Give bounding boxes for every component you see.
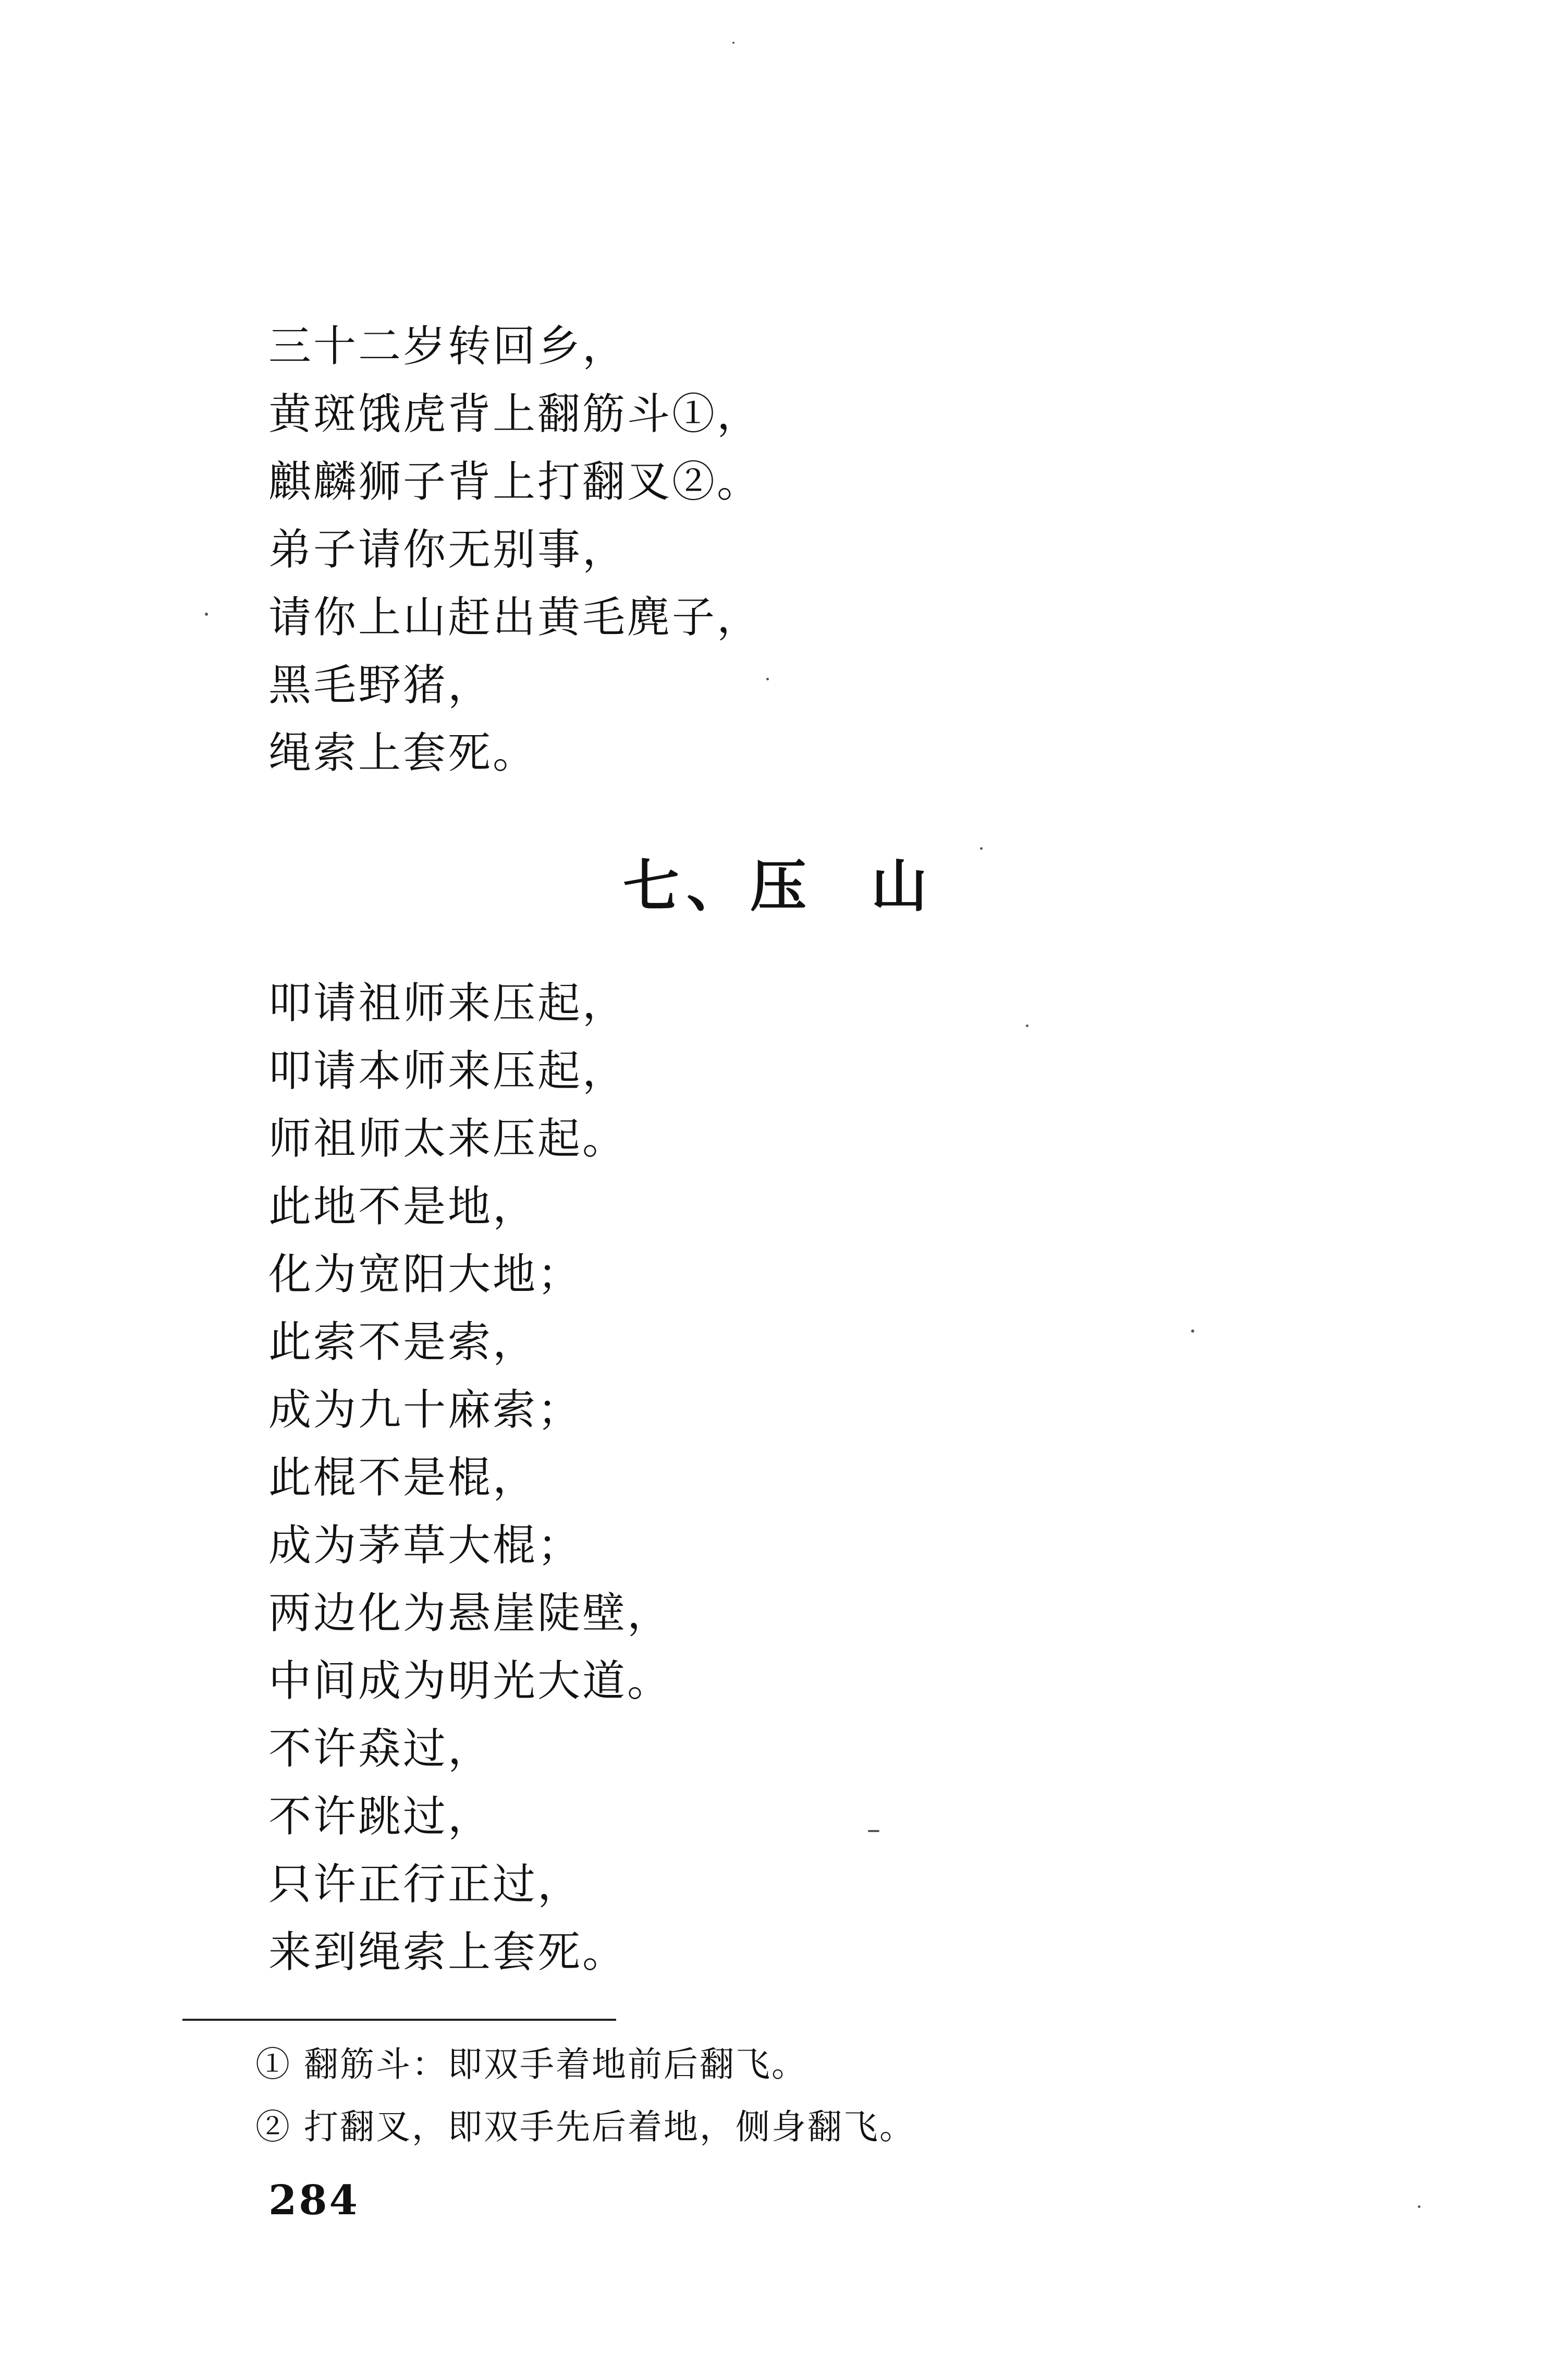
verse-line: 弟子请你无别事， — [268, 525, 628, 575]
scan-speck — [868, 1830, 879, 1832]
scan-speck — [732, 42, 734, 44]
verse-line: 不许猋过， — [268, 1724, 493, 1774]
verse-line: 两边化为悬崖陡壁， — [268, 1589, 672, 1638]
scan-speck — [1026, 1024, 1028, 1027]
verse-line: 黑毛野猪， — [268, 661, 493, 710]
scan-speck — [980, 847, 983, 850]
scan-speck — [1191, 1329, 1194, 1333]
footnote-divider — [182, 2019, 616, 2021]
verse-line: 绳索上套死。 — [268, 728, 538, 778]
scan-speck — [1418, 2205, 1420, 2208]
verse-line: 师祖师太来压起。 — [268, 1114, 628, 1164]
page-number: 284 — [268, 2177, 360, 2224]
verse-line: 不许跳过， — [268, 1792, 493, 1841]
footnotes — [255, 2033, 915, 2158]
footnote-item: ① 翻筋斗：即双手着地前后翻飞。 — [255, 2044, 807, 2084]
verse-line: 黄斑饿虎背上翻筋斗①， — [268, 389, 762, 439]
verse-line: 只许正行正过， — [268, 1860, 583, 1909]
verse-line: 此地不是地， — [268, 1182, 538, 1231]
verse-line: 麒麟狮子背上打翻叉②。 — [268, 457, 762, 507]
verse-line: 三十二岁转回乡， — [268, 322, 628, 371]
section-heading — [623, 845, 935, 928]
scan-speck — [205, 613, 208, 616]
verse-line: 此索不是索， — [268, 1317, 538, 1367]
verse-stanza-1 — [268, 313, 762, 787]
verse-stanza-2 — [268, 970, 672, 1986]
verse-line: 中间成为明光大道。 — [268, 1656, 672, 1706]
verse-line: 请你上山赶出黄毛麂子， — [268, 593, 762, 642]
verse-line: 此棍不是棍， — [268, 1453, 538, 1503]
scan-speck — [766, 678, 769, 680]
section-heading-number: 七、压 — [623, 853, 814, 919]
verse-line: 成为茅草大棍； — [268, 1521, 583, 1570]
verse-line: 化为宽阳大地； — [268, 1250, 583, 1299]
verse-line: 成为九十麻索； — [268, 1385, 583, 1435]
verse-line: 来到绳索上套死。 — [268, 1927, 628, 1977]
section-heading-word: 山 — [871, 853, 935, 919]
footnote-item: ② 打翻叉，即双手先后着地，侧身翻飞。 — [255, 2107, 915, 2147]
verse-line: 叩请祖师来压起， — [268, 979, 628, 1028]
verse-line: 叩请本师来压起， — [268, 1046, 628, 1096]
